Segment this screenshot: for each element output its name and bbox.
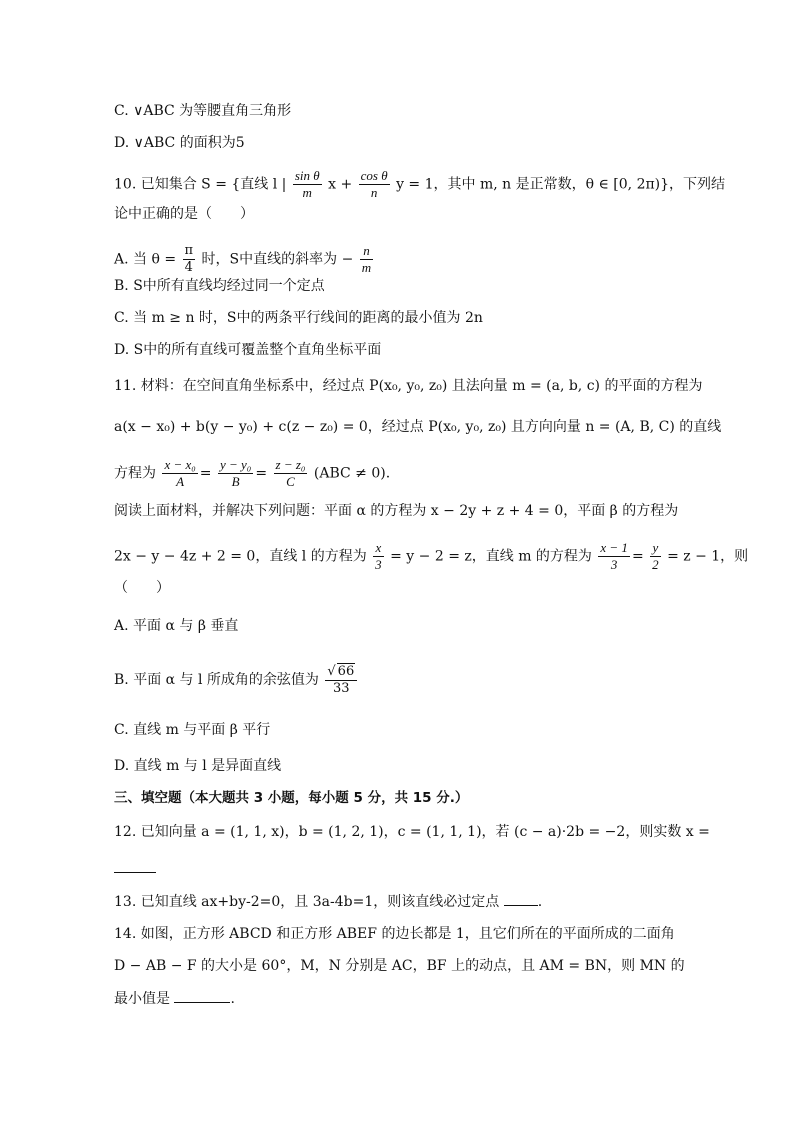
option-10d: D. S中的所有直线可覆盖整个直角坐标平面 <box>114 342 382 358</box>
question-12-blank <box>114 856 156 879</box>
q10a-text-b: 时，S中直线的斜率为 − <box>201 251 354 268</box>
q11b-fraction-sqrt <box>325 663 357 697</box>
q11-frac-z-den: C <box>286 474 295 489</box>
q11e-frac2-den: 3 <box>610 557 618 572</box>
q11e-frac1-den: 3 <box>375 557 382 572</box>
q11e-frac2 <box>598 540 630 573</box>
q11-frac-y <box>218 457 253 490</box>
q10a-text-a: A. 当 θ = <box>114 251 177 268</box>
q10-fraction-sin <box>293 168 322 201</box>
q11b-text: B. 平面 α 与 l 所成角的余弦值为 <box>114 672 319 688</box>
q10-frac2-den: n <box>370 185 378 200</box>
q11-frac-y-num: y − y₀ <box>219 457 252 472</box>
q11-frac-x-num: x − x₀ <box>164 457 196 472</box>
option-10a <box>114 243 375 276</box>
q10-text-b: x + <box>328 176 353 193</box>
question-11-line5: 2x − y − 4z + 2 = 0，直线 l 的方程为 $\frac{x}{3}$ = y − 2 = z，直线 m 的方程为 $\frac{x - 1}{3}$ = $\frac{y}{2}$ = z − 1，则 <box>114 540 749 572</box>
question-14-line1: 14. 如图，正方形 ABCD 和正方形 ABEF 的边长都是 1，且它们所在的平面所成的二面角 <box>114 926 675 942</box>
question-14-line2: D − AB − F 的大小是 60°，M，N 分别是 AC，BF 上的动点，且 AM = BN，则 MN 的 <box>114 958 685 974</box>
q10a-fraction-pi <box>183 243 196 276</box>
q11-frac-x <box>162 457 197 490</box>
question-11-line1: 11. 材料：在空间直角坐标系中，经过点 P(x₀, y₀, z₀) 且法向量 m = (a, b, c) 的平面的方程为 <box>114 378 703 394</box>
q11e-frac1-num: x <box>373 540 384 557</box>
q10a-frac2-den: m <box>361 260 372 275</box>
q10-frac1-num: sin θ <box>294 168 320 183</box>
q10-text-c: y = 1，其中 m, n 是正常数，θ ∈ [0, 2π)}，下列结 <box>396 176 726 193</box>
option-11b <box>114 663 359 697</box>
option-11d: D. 直线 m 与 l 是异面直线 <box>114 758 282 774</box>
option-11a: A. 平面 α 与 β 垂直 <box>114 618 239 634</box>
q10a-frac2-num: n <box>360 243 373 260</box>
q11e-text-b: = y − 2 = z，直线 m 的方程为 <box>390 548 592 565</box>
question-10-stem-cont: 论中正确的是（ ） <box>114 206 254 222</box>
q13-text: 13. 已知直线 ax+by-2=0，且 3a-4b=1，则该直线必过定点 <box>114 894 500 910</box>
q11e-frac1 <box>373 540 384 573</box>
question-14-line3 <box>114 988 235 1009</box>
q10-frac1-den: m <box>302 185 312 200</box>
q11e-frac2-num: x − 1 <box>600 540 628 555</box>
q13-answer-blank[interactable] <box>504 891 538 906</box>
question-12: 12. 已知向量 a = (1, 1, x)，b = (1, 2, 1)，c = (1, 1, 1)，若 (c − a)·2b = −2，则实数 x = <box>114 824 710 840</box>
q10-text-a: 10. 已知集合 S = {直线 l | <box>114 176 287 193</box>
q13-period: . <box>537 894 543 910</box>
option-11c: C. 直线 m 与平面 β 平行 <box>114 722 271 738</box>
q10a-fraction-slope <box>360 243 373 276</box>
question-10-stem <box>114 168 725 201</box>
q11e-frac3-num: y <box>650 540 661 557</box>
question-11-line2: a(x − x₀) + b(y − y₀) + c(z − z₀) = 0，经过点 P(x₀, y₀, z₀) 且方向向量 n = (A, B, C) 的直线 <box>114 419 722 435</box>
question-13 <box>114 891 542 912</box>
option-9c: C. ∨ABC 为等腰直角三角形 <box>114 103 292 119</box>
q11-frac-x-den: A <box>176 474 185 489</box>
question-11-choices-paren: （ ） <box>114 580 170 596</box>
q10a-frac-num: π <box>184 243 194 258</box>
q14-text: 最小值是 <box>114 991 170 1007</box>
section-3-heading: 三、填空题（本大题共 3 小题，每小题 5 分，共 15 分.） <box>114 790 469 806</box>
option-10c: C. 当 m ≥ n 时，S中的两条平行线间的距离的最小值为 2n <box>114 310 483 326</box>
q11-text-post: (ABC ≠ 0). <box>313 465 391 482</box>
q11-frac-y-den: B <box>231 474 240 489</box>
q11-text-pre: 方程为 <box>114 465 156 482</box>
option-9d: D. ∨ABC 的面积为5 <box>114 135 245 151</box>
q11b-frac-num: √ 66 <box>325 663 357 681</box>
q11e-text-a: 2x − y − 4z + 2 = 0，直线 l 的方程为 <box>114 548 367 565</box>
q11b-frac-den: 33 <box>333 681 350 696</box>
q11-frac-z-num: z − z₀ <box>275 457 306 472</box>
q10-frac2-num: cos θ <box>360 168 388 183</box>
q11-frac-z <box>274 457 308 490</box>
q11b-radicand: 66 <box>337 664 355 679</box>
question-11-line4: 阅读上面材料，并解决下列问题：平面 α 的方程为 x − 2y + z + 4 = 0，平面 β 的方程为 <box>114 503 679 519</box>
q11e-frac3-den: 2 <box>652 557 659 572</box>
option-10b: B. S中所有直线均经过同一个定点 <box>114 278 325 294</box>
q12-answer-blank[interactable] <box>114 856 156 873</box>
q10a-frac-den: 4 <box>184 260 193 275</box>
q10-fraction-cos <box>359 168 390 201</box>
q14-period: . <box>230 991 235 1007</box>
q11e-text-c: = z − 1，则 <box>667 548 749 565</box>
q11e-frac3 <box>650 540 661 573</box>
q14-answer-blank[interactable] <box>174 988 230 1003</box>
question-11-line3: 方程为 $\frac{\text{x − x₀}}{A}$ = $\frac{\text{y − y₀}}{B}$ = $\frac{\text{z − z₀}}{C}$ (ABC ≠ 0). <box>114 457 391 489</box>
